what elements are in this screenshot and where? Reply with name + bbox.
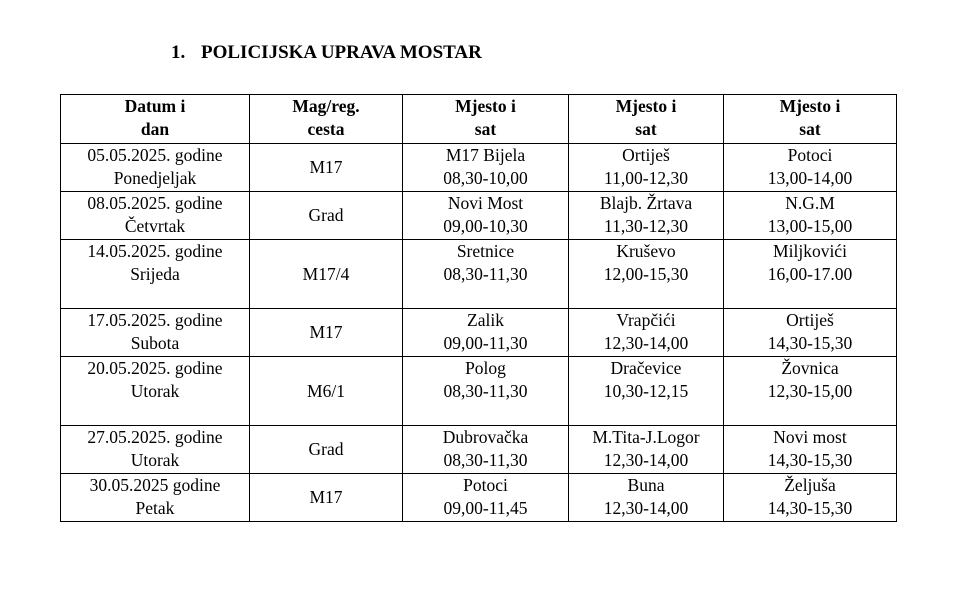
stop-time: 09,00-10,30 bbox=[443, 216, 528, 236]
date-text: 20.05.2025. godine bbox=[87, 358, 223, 378]
day-text: Utorak bbox=[130, 381, 180, 401]
stop-cell bbox=[724, 426, 897, 474]
stop-time: 16,00-17.00 bbox=[767, 264, 853, 284]
stop-cell bbox=[724, 309, 897, 357]
day-text: Petak bbox=[135, 498, 175, 518]
stop-time: 11,00-12,30 bbox=[604, 168, 688, 188]
header-place-time-3 bbox=[724, 95, 897, 144]
stop-place: Dračevice bbox=[610, 358, 682, 378]
stop-cell bbox=[569, 426, 724, 474]
stop-time: 11,30-12,30 bbox=[604, 216, 688, 236]
date-cell bbox=[61, 309, 250, 357]
stop-time: 13,00-14,00 bbox=[767, 168, 853, 188]
stop-place: Sretnice bbox=[456, 241, 515, 261]
header-line: dan bbox=[140, 119, 170, 139]
header-line: sat bbox=[799, 119, 821, 139]
stop-time: 08,30-11,30 bbox=[443, 450, 528, 470]
header-road bbox=[250, 95, 403, 144]
stop-place: Kruševo bbox=[616, 241, 676, 261]
date-text: 17.05.2025. godine bbox=[87, 310, 223, 330]
stop-cell bbox=[403, 357, 569, 426]
table-row bbox=[61, 474, 897, 522]
date-cell bbox=[61, 474, 250, 522]
date-text: 08.05.2025. godine bbox=[87, 193, 223, 213]
table-row bbox=[61, 426, 897, 474]
date-text: 05.05.2025. godine bbox=[87, 145, 223, 165]
stop-cell bbox=[724, 357, 897, 426]
stop-place: M17 Bijela bbox=[445, 145, 526, 165]
stop-time: 12,00-15,30 bbox=[603, 264, 689, 284]
day-text: Ponedjeljak bbox=[113, 168, 197, 188]
stop-place: Ortiješ bbox=[622, 145, 670, 165]
day-text: Subota bbox=[130, 333, 180, 353]
date-text: 27.05.2025. godine bbox=[87, 427, 223, 447]
day-text: Utorak bbox=[130, 450, 180, 470]
stop-cell bbox=[569, 144, 724, 192]
stop-place: Novi Most bbox=[447, 193, 524, 213]
stop-time: 14,30-15,30 bbox=[767, 498, 853, 518]
stop-time: 12,30-14,00 bbox=[603, 450, 689, 470]
stop-time: 14,30-15,30 bbox=[767, 450, 853, 470]
date-cell bbox=[61, 192, 250, 240]
road-cell: Grad bbox=[250, 426, 403, 474]
stop-cell bbox=[569, 240, 724, 309]
stop-time: 10,30-12,15 bbox=[603, 381, 689, 401]
stop-place: Zalik bbox=[467, 310, 504, 330]
road-cell: M17 bbox=[250, 309, 403, 357]
stop-cell bbox=[403, 144, 569, 192]
header-line: Mjesto i bbox=[455, 96, 516, 116]
stop-cell bbox=[403, 426, 569, 474]
stop-cell bbox=[724, 144, 897, 192]
stop-time: 13,00-15,00 bbox=[767, 216, 853, 236]
stop-time: 08,30-10,00 bbox=[443, 168, 528, 188]
road-cell: M17 bbox=[250, 144, 403, 192]
stop-place: Buna bbox=[627, 475, 665, 495]
header-line: Datum i bbox=[124, 96, 186, 116]
date-text: 30.05.2025 godine bbox=[89, 475, 221, 495]
header-line: Mjesto i bbox=[779, 96, 841, 116]
stop-place: N.G.M bbox=[785, 193, 835, 213]
stop-time: 08,30-11,30 bbox=[443, 264, 528, 284]
header-line: cesta bbox=[307, 119, 345, 139]
date-cell bbox=[61, 144, 250, 192]
table-row bbox=[61, 144, 897, 192]
header-line: sat bbox=[474, 119, 497, 139]
header-date-day bbox=[61, 95, 250, 144]
header-line: Mjesto i bbox=[615, 96, 677, 116]
date-cell bbox=[61, 426, 250, 474]
stop-time: 09,00-11,30 bbox=[443, 333, 528, 353]
stop-place: Željuša bbox=[784, 475, 836, 495]
stop-cell bbox=[724, 240, 897, 309]
schedule-table bbox=[60, 94, 897, 522]
day-text: Srijeda bbox=[130, 264, 180, 284]
stop-place: Polog bbox=[465, 358, 506, 378]
header-place-time-2 bbox=[569, 95, 724, 144]
header-place-time-1 bbox=[403, 95, 569, 144]
stop-cell bbox=[724, 474, 897, 522]
stop-time: 14,30-15,30 bbox=[767, 333, 853, 353]
stop-place: M.Tita-J.Logor bbox=[592, 427, 700, 447]
road-cell: M17 bbox=[250, 474, 403, 522]
stop-cell bbox=[724, 192, 897, 240]
stop-place: Dubrovačka bbox=[442, 427, 529, 447]
table-row bbox=[61, 357, 897, 426]
stop-cell bbox=[403, 240, 569, 309]
road-cell: M17/4 bbox=[250, 240, 403, 309]
date-text: 14.05.2025. godine bbox=[87, 241, 223, 261]
stop-cell bbox=[569, 192, 724, 240]
stop-place: Žovnica bbox=[781, 358, 839, 378]
table-header-row bbox=[61, 95, 897, 144]
stop-place: Miljkovići bbox=[773, 241, 847, 261]
stop-cell bbox=[569, 309, 724, 357]
heading-title: POLICIJSKA UPRAVA MOSTAR bbox=[201, 42, 482, 63]
table-row bbox=[61, 309, 897, 357]
stop-time: 09,00-11,45 bbox=[443, 498, 528, 518]
stop-place: Ortiješ bbox=[786, 310, 834, 330]
stop-time: 08,30-11,30 bbox=[443, 381, 528, 401]
stop-cell bbox=[403, 192, 569, 240]
day-text: Četvrtak bbox=[124, 216, 186, 236]
stop-cell bbox=[403, 474, 569, 522]
stop-time: 12,30-14,00 bbox=[603, 333, 689, 353]
stop-place: Vrapčići bbox=[616, 310, 676, 330]
header-line: Mag/reg. bbox=[292, 96, 360, 116]
table-row bbox=[61, 192, 897, 240]
table-row bbox=[61, 240, 897, 309]
stop-cell bbox=[569, 357, 724, 426]
stop-time: 12,30-15,00 bbox=[767, 381, 853, 401]
stop-place: Novi most bbox=[773, 427, 847, 447]
stop-place: Potoci bbox=[463, 475, 508, 495]
date-cell bbox=[61, 357, 250, 426]
stop-place: Potoci bbox=[787, 145, 833, 165]
road-cell: Grad bbox=[250, 192, 403, 240]
header-line: sat bbox=[635, 119, 657, 139]
date-cell bbox=[61, 240, 250, 309]
stop-place: Blajb. Žrtava bbox=[599, 193, 693, 213]
stop-time: 12,30-14,00 bbox=[603, 498, 689, 518]
road-cell: M6/1 bbox=[250, 357, 403, 426]
heading-number: 1. bbox=[171, 42, 186, 63]
stop-cell bbox=[569, 474, 724, 522]
page-heading bbox=[171, 42, 482, 64]
stop-cell bbox=[403, 309, 569, 357]
